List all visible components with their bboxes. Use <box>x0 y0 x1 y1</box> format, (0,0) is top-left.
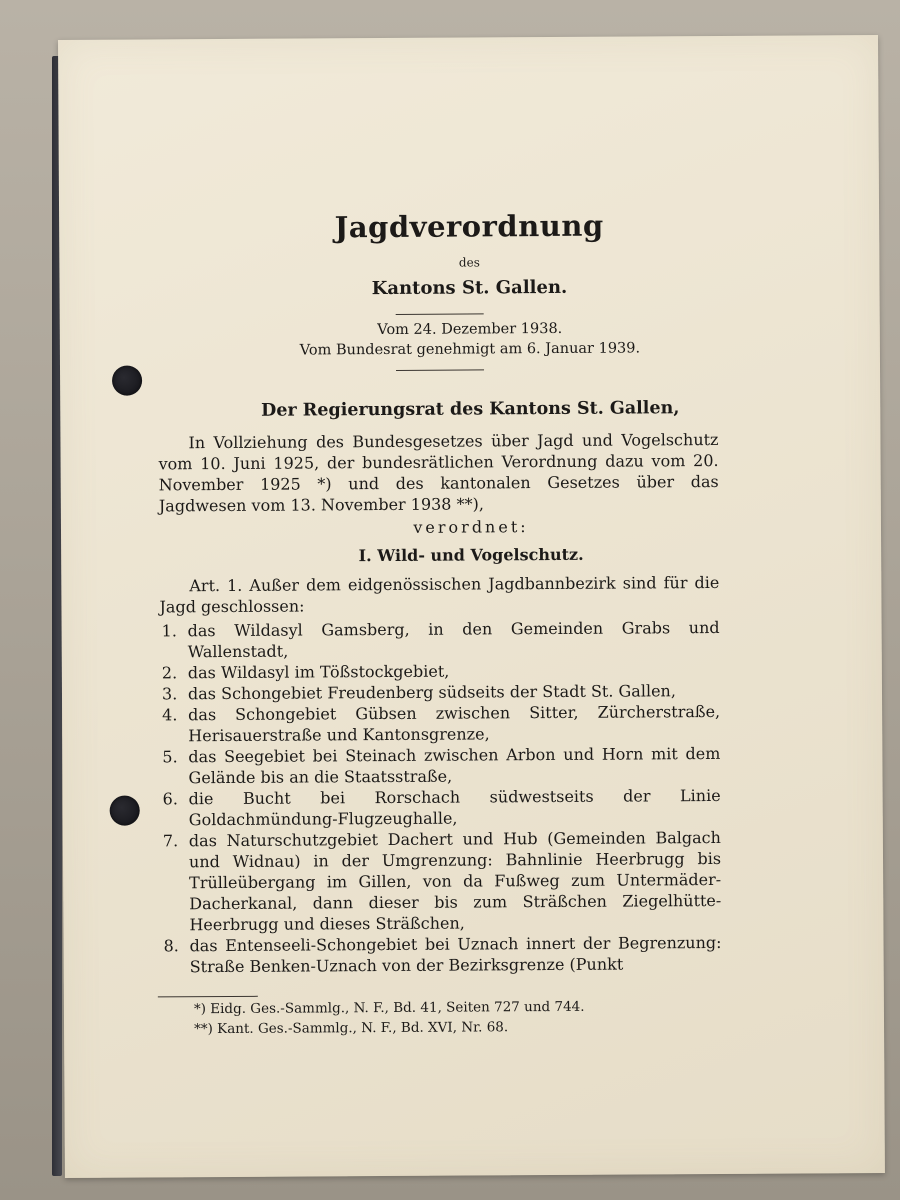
list-item-number: 1. <box>161 621 177 641</box>
footnote-2: **) Kant. Ges.-Sammlg., N. F., Bd. XVI, Nr. 68. <box>193 1019 509 1038</box>
list-item-text: das Schongebiet Freudenberg südseits der Stadt St. Gallen, <box>187 681 676 704</box>
footnote-divider <box>158 996 258 998</box>
closed-areas-list <box>160 617 722 977</box>
list-item-number: 7. <box>162 831 179 851</box>
list-item <box>161 785 721 830</box>
document-page <box>58 35 885 1178</box>
approval-date: Vom Bundesrat genehmigt am 6. Januar 1939. <box>299 340 641 359</box>
footnotes <box>194 996 714 1039</box>
section-heading: I. Wild- und Vogelschutz. <box>358 544 584 566</box>
divider-top <box>396 313 484 315</box>
punch-hole-bottom <box>110 796 140 826</box>
list-item-text: das Wildasyl Gamsberg, in den Gemeinden Grabs und Wallenstadt, <box>187 617 720 662</box>
list-item-number: 8. <box>163 936 179 956</box>
canton-name: Kantons St. Gallen. <box>371 276 568 300</box>
preamble-paragraph: In Vollziehung des Bundesgesetzes über Jagd und Vogelschutz vom 10. Juni 1925, der bundesrätlichen Verordnung dazu vom 20. November 1925 *) und des kantonalen Gesetzes über das Jagdwesen vom 13. November 1938 **), <box>158 429 719 516</box>
list-item-text: das Entenseeli-Schongebiet bei Uznach innert der Begrenzung: Straße Benken-Uznach von der Bezirksgrenze (Punkt <box>189 932 722 977</box>
title-connector: des <box>458 255 480 270</box>
list-item <box>160 743 720 788</box>
punch-hole-top <box>112 365 142 395</box>
list-item-number: 5. <box>162 747 178 767</box>
list-item <box>161 932 721 977</box>
footnote-1: *) Eidg. Ges.-Sammlg., N. F., Bd. 41, Seiten 727 und 744. <box>193 998 585 1018</box>
issue-date: Vom 24. Dezember 1938. <box>377 320 563 339</box>
list-item-text: die Bucht bei Rorschach südwestseits der Linie Goldachmündung-Flugzeughalle, <box>188 785 721 830</box>
list-item <box>160 617 720 662</box>
list-item-number: 2. <box>161 663 178 683</box>
divider-bottom <box>396 369 484 371</box>
council-heading: Der Regierungsrat des Kantons St. Gallen, <box>261 398 680 421</box>
article-1-paragraph: Art. 1. Außer dem eidgenössischen Jagdbannbezirk sind für die Jagd geschlossen: <box>159 572 720 617</box>
list-item-text: das Naturschutzgebiet Dachert und Hub (Gemeinden Balgach und Widnau) in der Umgrenzung: Bahnlinie Heerbrugg bis Trülleübergang im Gillen, von da Fußweg zum Untermäder-Dacherkanal, dann dieser bis zum Sträßchen Ziegelhütte-Heerbrugg und dieses Sträßchen, <box>188 827 722 935</box>
list-item-number: 3. <box>161 684 178 704</box>
list-item-number: 4. <box>162 705 178 725</box>
list-item-number: 6. <box>162 789 178 809</box>
list-item-text: das Seegebiet bei Steinach zwischen Arbon und Horn mit dem Gelände bis an die Staatsstraße, <box>188 743 721 788</box>
document-title: Jagdverordnung <box>334 208 604 245</box>
list-item-text: das Wildasyl im Tößstockgebiet, <box>187 661 450 683</box>
list-item <box>160 701 720 746</box>
ordains-line: verordnet: <box>413 517 529 537</box>
list-item-text: das Schongebiet Gübsen zwischen Sitter, Zürcherstraße, Herisauerstraße und Kantonsgrenze, <box>188 701 721 746</box>
list-item <box>161 827 722 935</box>
